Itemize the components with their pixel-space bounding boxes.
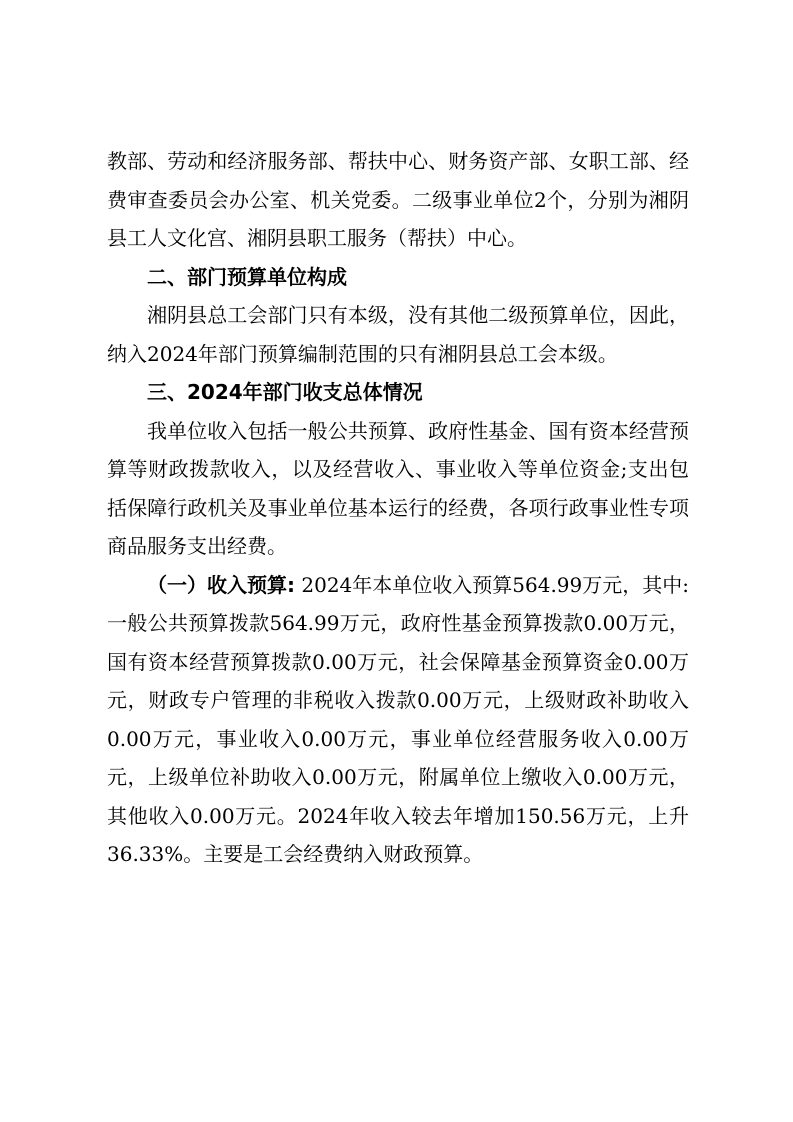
section-2-paragraph: 湘阴县总工会部门只有本级，没有其他二级预算单位，因此，纳入2024年部门预算编制范围的只有湘阴县总工会本级。	[107, 303, 689, 366]
section-3-heading: 三、2024年部门收支总体情况	[147, 380, 423, 404]
document-body	[107, 142, 689, 874]
income-budget-text: 2024年本单位收入预算564.99万元，其中: 一般公共预算拨款564.99万元，政府性基金预算拨款0.00万元，国有资本经营预算拨款0.00万元，社会保障基金预算资金0.00万元，财政专户管理的非税收入拨款0.00万元，上级财政补助收入0.00万元，事业收入0.00万元，事业单位经营服务收入0.00万元，上级单位补助收入0.00万元，附属单位上缴收入0.00万元，其他收入0.00万元。2024年收入较去年增加150.56万元，上升36.33%。主要是工会经费纳入财政预算。	[107, 572, 690, 866]
income-budget-label: （一）收入预算:	[147, 572, 296, 597]
section-2-heading: 二、部门预算单位构成	[147, 264, 347, 289]
income-budget-paragraph	[107, 566, 689, 874]
section-3-paragraph: 我单位收入包括一般公共预算、政府性基金、国有资本经营预算等财政拨款收入，以及经营收入、事业收入等单位资金;支出包括保障行政机关及事业单位基本运行的经费，各项行政事业性专项商品服务支出经费。	[107, 418, 689, 558]
intro-paragraph: 教部、劳动和经济服务部、帮扶中心、财务资产部、女职工部、经费审查委员会办公室、机关党委。二级事业单位2个，分别为湘阴县工人文化宫、湘阴县职工服务（帮扶）中心。	[107, 149, 689, 250]
